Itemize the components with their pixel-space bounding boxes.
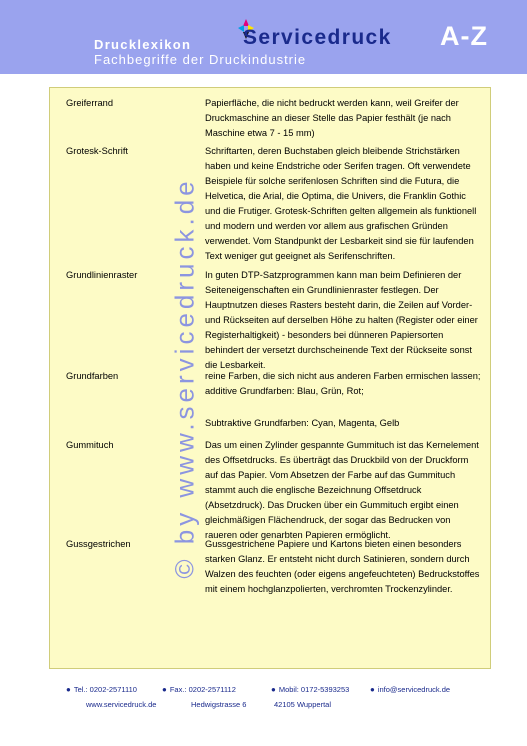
header-band xyxy=(0,0,527,74)
brand-logo-text: Servicedruck xyxy=(243,26,392,49)
definition-gussgestrichen: Gussgestrichene Papiere und Kartons bieten einen besonders starken Glanz. Er entsteht nicht durch Satinieren, sondern durch Walzen des feuchten (oder eigens angefeuchteten) Bedruckstoffes mit einem hochglanzpolierten, verchromten Trockenzylinder. xyxy=(205,539,480,594)
bullet-icon: ● xyxy=(66,685,71,694)
term-greiferrand: Greiferrand xyxy=(66,98,114,108)
bullet-icon: ● xyxy=(162,685,167,694)
footer-tel xyxy=(66,685,137,694)
footer-fax-text: Fax.: 0202-2571112 xyxy=(169,685,236,694)
definition-grundfarben-subtraktiv: Subtraktive Grundfarben: Cyan, Magenta, Gelb xyxy=(205,418,400,428)
bullet-icon: ● xyxy=(370,685,375,694)
definition-grundfarben: reine Farben, die sich nicht aus anderen Farben ermischen lassen; additive Grundfarben: Blau, Grün, Rot; xyxy=(205,371,481,396)
az-label: A-Z xyxy=(440,21,488,51)
definition-grotesk-schrift: Schriftarten, deren Buchstaben gleich bleibende Strichstärken haben und keine Endstriche oder Serifen tragen. Oft verwendete Beispiele für solche serifenlosen Schriften sind die Futura, die Helvetica, die Arial, die Optima, die Univers, die Franklin Gothic und die Frutiger. Grotesk-Schriften gelten allgemein als funktionell und modern und werden vor allem aus grafischen Gründen verwendet. Vom Standpunkt der Lesbarkeit sind sie für laufenden Text weniger gut geeignet als Serifenschriften. xyxy=(205,146,477,261)
definition-greiferrand: Papierfläche, die nicht bedruckt werden kann, weil Greifer der Druckmaschine an dieser Stelle das Papier festhält (je nach Maschine etwa 7 - 15 mm) xyxy=(205,98,459,138)
footer-fax xyxy=(162,685,236,694)
term-gummituch: Gummituch xyxy=(66,440,114,450)
footer-mobil xyxy=(271,685,349,694)
term-gussgestrichen: Gussgestrichen xyxy=(66,539,131,549)
definition-gummituch: Das um einen Zylinder gespannte Gummituch ist das Kernelement des Offsetdrucks. Es überträgt das Druckbild von der Druckform auf das Papier. Vom Absetzen der Farbe auf das Gummituch stammt auch die englische Bezeichnung Offsetdruck (Absetzdruck). Das Drucken über ein Gummituch ergibt einen gleichmäßigen Flächendruck, der sogar das Bedrucken von raueren oder genarbten Papieren ermöglicht. xyxy=(205,440,479,540)
term-grundfarben: Grundfarben xyxy=(66,371,119,381)
footer-mobil-text: Mobil: 0172-5393253 xyxy=(278,685,350,694)
definition-grundlinienraster: In guten DTP-Satzprogrammen kann man beim Definieren der Seiteneigenschaften ein Grundlinienraster festlegen. Der Hauptnutzen dieses Rasters besteht darin, die Zeilen auf Vorder- und Rückseiten auf derselben Höhe zu halten (Register oder einer Registerhaltigkeit) - besonders bei dünneren Papiersorten behindert der versetzt durchscheinende Text der Rückseite sonst die Lesbarkeit. xyxy=(205,270,478,370)
footer-email-link[interactable]: info@servicedruck.de xyxy=(377,685,451,694)
bullet-icon: ● xyxy=(271,685,276,694)
footer-email[interactable] xyxy=(370,685,450,694)
footer-tel-text: Tel.: 0202-2571110 xyxy=(73,685,137,694)
header-subtitle: Fachbegriffe der Druckindustrie xyxy=(94,52,307,67)
footer-web-link[interactable]: www.servicedruck.de xyxy=(86,700,157,709)
footer-street: Hedwigstrasse 6 xyxy=(191,700,247,709)
watermark-text: © by www.servicedruck.de xyxy=(169,177,200,579)
term-grotesk-schrift: Grotesk-Schrift xyxy=(66,146,128,156)
header-title: Drucklexikon xyxy=(94,37,192,52)
footer-city: 42105 Wuppertal xyxy=(274,700,331,709)
term-grundlinienraster: Grundlinienraster xyxy=(66,270,138,280)
